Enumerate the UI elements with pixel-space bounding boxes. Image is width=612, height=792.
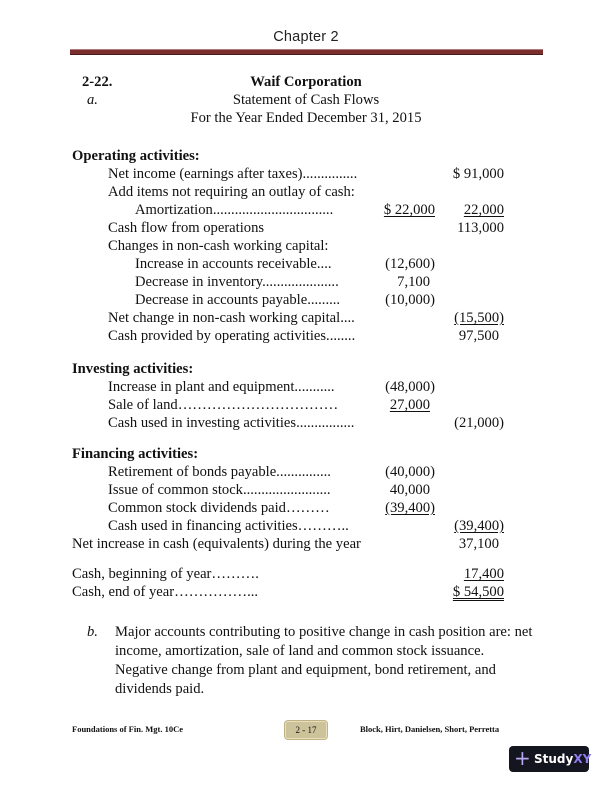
row-label: Net change in non-cash working capital.... [108,310,355,326]
row-amount: 113,000 [457,220,504,236]
row-amount: (39,400) [454,518,504,534]
row-label: Cash, beginning of year………. [72,566,259,582]
row-amount: 27,000 [389,397,430,413]
row-amount: (21,000) [454,415,504,431]
row-amount: (10,000) [385,292,435,308]
row-label: Common stock dividends paid……… [108,500,330,516]
header-rule [70,49,543,55]
statement-title: Statement of Cash Flows [232,92,380,108]
row-label: Cash, end of year……………... [72,584,259,600]
brand-accent: XY [573,752,592,766]
row-label: Sale of land…………………………… [108,397,339,413]
investing-heading: Investing activities: [72,361,194,377]
row-label: Changes in non-cash working capital: [108,238,329,254]
row-label: Cash used in financing activities……….. [108,518,349,534]
row-label: Decrease in accounts payable......... [135,292,341,308]
row-amount: 37,100 [458,536,499,552]
row-label: Net increase in cash (equivalents) during the year [72,536,361,552]
operating-heading: Operating activities: [72,148,200,164]
brand-text: Study [534,752,574,766]
row-label: Net income (earnings after taxes)............... [108,166,358,182]
footer-authors: Block, Hirt, Danielsen, Short, Perretta [360,724,500,734]
row-amount: 97,500 [458,328,499,344]
row-label: Increase in plant and equipment........... [108,379,335,395]
page-number: 2 - 17 [285,721,327,739]
row-amount: $ 54,500 [452,584,504,600]
plus-icon: + [514,746,531,770]
financing-heading: Financing activities: [72,446,199,462]
problem-number: 2-22. [82,74,113,90]
row-amount: 7,100 [397,274,430,290]
part-a-marker: a. [87,92,98,108]
row-label: Cash provided by operating activities........ [108,328,356,344]
row-amount: (12,600) [385,256,435,272]
row-label: Increase in accounts receivable.... [135,256,332,272]
chapter-header: Chapter 2 [273,29,339,45]
row-label: Retirement of bonds payable............... [108,464,331,480]
row-amount: (40,000) [385,464,435,480]
part-b-text: Major accounts contributing to positive change in cash position are: net income, amortization, sale of land and common stock issuance. Negative change from plant and equipment, bond retirement, and dividends paid. [115,624,533,697]
company-name: Waif Corporation [250,74,362,90]
row-amount: $ 91,000 [452,166,504,182]
row-amount: 22,000 [463,202,504,218]
part-b-marker: b. [87,624,98,640]
row-amount: (15,500) [454,310,504,326]
row-amount: (39,400) [385,500,435,516]
statement-period: For the Year Ended December 31, 2015 [190,110,422,126]
row-label: Decrease in inventory..................... [135,274,339,290]
footer-book-title: Foundations of Fin. Mgt. 10Ce [72,724,183,734]
row-label: Add items not requiring an outlay of cash: [108,184,355,200]
row-label: Cash used in investing activities................ [108,415,355,431]
row-amount: (48,000) [385,379,435,395]
row-amount: 17,400 [463,566,504,582]
row-amount: $ 22,000 [383,202,435,218]
row-label: Issue of common stock........................ [108,482,331,498]
studyxy-watermark[interactable] [509,746,592,772]
row-label: Amortization................................. [135,202,334,218]
row-amount: 40,000 [389,482,430,498]
row-label: Cash flow from operations [108,220,265,236]
